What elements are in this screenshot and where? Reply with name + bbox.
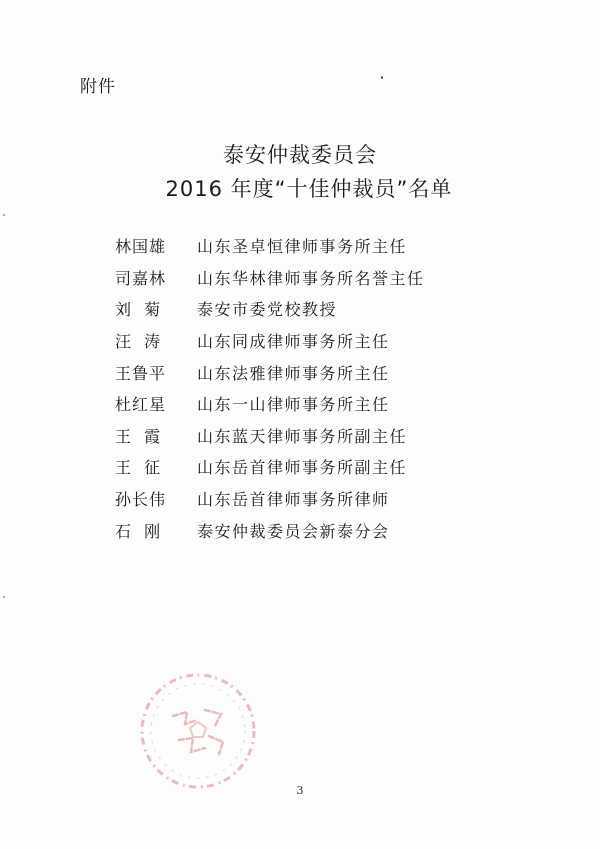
list-item bbox=[115, 420, 535, 452]
arbitrator-name: 杜红星 bbox=[115, 395, 167, 415]
arbitrator-affiliation: 山东法雅律师事务所主任 bbox=[197, 363, 390, 383]
attachment-label: 附件 bbox=[80, 77, 116, 97]
list-item bbox=[115, 514, 535, 546]
list-item bbox=[115, 293, 535, 325]
arbitrator-name: 刘 菊 bbox=[115, 300, 162, 320]
arbitrator-name: 王 征 bbox=[115, 458, 162, 478]
arbitrator-name: 石 刚 bbox=[115, 521, 162, 541]
arbitrator-name: 司嘉林 bbox=[115, 268, 167, 288]
arbitrator-affiliation: 山东华林律师事务所名誉主任 bbox=[197, 268, 425, 288]
list-item bbox=[115, 262, 535, 294]
seal-stamp-icon bbox=[135, 668, 261, 794]
scan-speck bbox=[3, 214, 5, 216]
arbitrator-affiliation: 泰安仲裁委员会新泰分会 bbox=[197, 521, 390, 541]
arbitrator-name: 汪 涛 bbox=[115, 332, 162, 352]
list-item bbox=[115, 451, 535, 483]
list-item bbox=[115, 325, 535, 357]
arbitrator-name: 林国雄 bbox=[115, 237, 167, 257]
arbitrator-affiliation: 山东蓝天律师事务所副主任 bbox=[197, 426, 408, 446]
arbitrator-affiliation: 山东岳首律师事务所副主任 bbox=[197, 458, 408, 478]
arbitrator-name: 王鲁平 bbox=[115, 363, 167, 383]
arbitrator-affiliation: 山东岳首律师事务所律师 bbox=[197, 490, 390, 510]
title-list-name: 2016 年度“十佳仲裁员”名单 bbox=[165, 177, 453, 201]
arbitrator-list bbox=[115, 230, 535, 546]
arbitrator-affiliation: 山东一山律师事务所主任 bbox=[197, 395, 390, 415]
arbitrator-affiliation: 山东同成律师事务所主任 bbox=[197, 332, 390, 352]
document-title bbox=[0, 138, 600, 206]
list-item bbox=[115, 483, 535, 515]
arbitrator-affiliation: 山东圣卓恒律师事务所主任 bbox=[197, 237, 408, 257]
list-item bbox=[115, 388, 535, 420]
arbitrator-name: 孙长伟 bbox=[115, 490, 167, 510]
scan-speck bbox=[381, 76, 383, 79]
list-item bbox=[115, 230, 535, 262]
arbitrator-name: 王 霞 bbox=[115, 426, 162, 446]
title-organization: 泰安仲裁委员会 bbox=[223, 143, 377, 167]
arbitrator-affiliation: 泰安市委党校教授 bbox=[197, 300, 338, 320]
list-item bbox=[115, 356, 535, 388]
scan-speck bbox=[3, 596, 5, 598]
page-number: 3 bbox=[296, 784, 304, 797]
